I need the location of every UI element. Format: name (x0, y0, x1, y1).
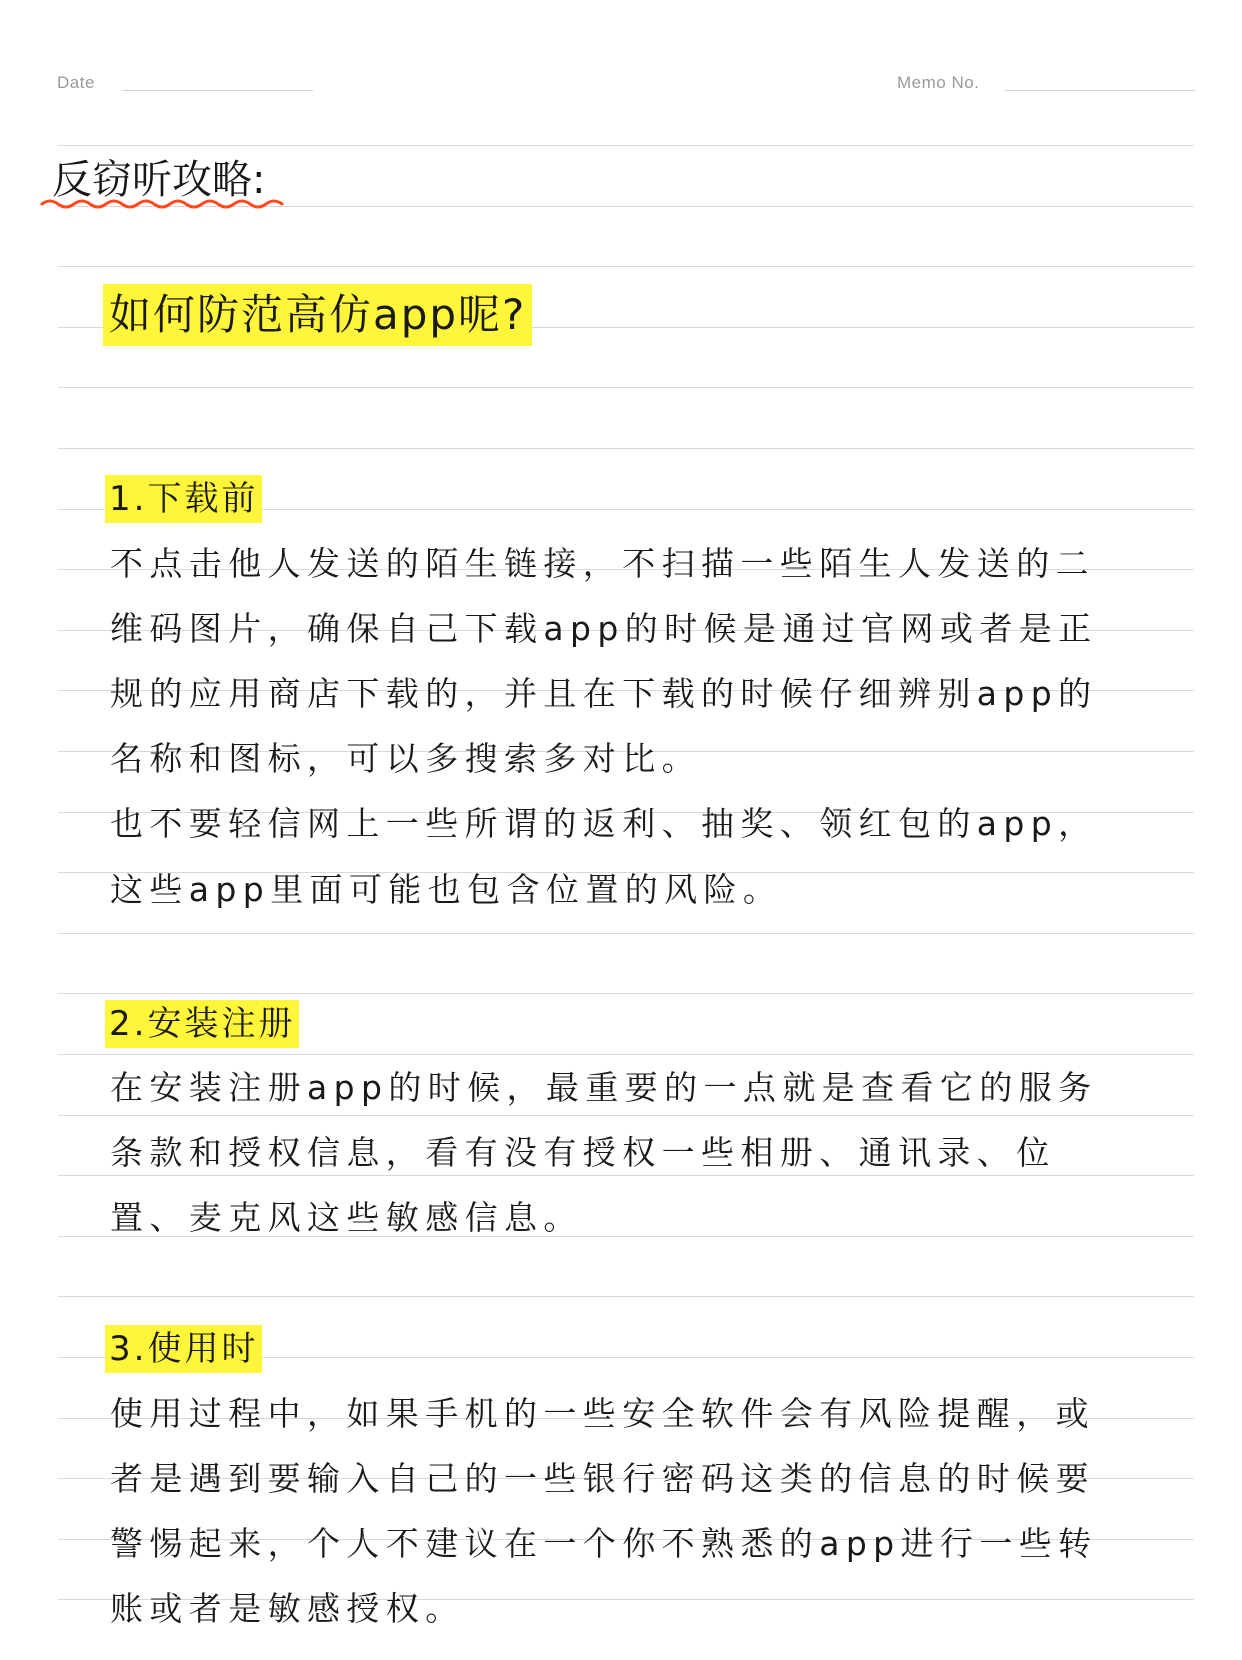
ruled-line (58, 1054, 1194, 1055)
memo-label: Memo No. (897, 73, 980, 92)
section-heading: 3.使用时 (105, 1325, 262, 1373)
text-line: 也不要轻信网上一些所谓的返利、抽奖、领红包的app， (110, 804, 1098, 843)
ruled-line (58, 1115, 1194, 1116)
text-line: 警惕起来，个人不建议在一个你不熟悉的app进行一些转 (110, 1524, 1098, 1563)
section-heading: 2.安装注册 (105, 1000, 299, 1048)
ruled-line (58, 266, 1194, 267)
text-line: 使用过程中，如果手机的一些安全软件会有风险提醒，或 (110, 1394, 1095, 1433)
text-line: 规的应用商店下载的，并且在下载的时候仔细辨别app的 (110, 674, 1098, 713)
ruled-line (58, 448, 1194, 449)
text-line: 账或者是敏感授权。 (110, 1589, 465, 1628)
text-line: 在安装注册app的时候，最重要的一点就是查看它的服务 (110, 1068, 1098, 1107)
date-label: Date (57, 73, 95, 92)
ruled-line (58, 933, 1194, 934)
text-line: 者是遇到要输入自己的一些银行密码这类的信息的时候要 (110, 1459, 1095, 1498)
ruled-line (58, 1296, 1194, 1297)
section-heading: 1.下载前 (105, 475, 262, 523)
text-line: 名称和图标，可以多搜索多对比。 (110, 739, 701, 778)
text-line: 这些app里面可能也包含位置的风险。 (110, 870, 783, 909)
date-line (123, 90, 313, 91)
page-title: 反窃听攻略: (52, 157, 266, 203)
ruled-line (58, 145, 1194, 146)
ruled-line (58, 993, 1194, 994)
text-line: 置、麦克风这些敏感信息。 (110, 1198, 583, 1237)
memo-line (1005, 90, 1195, 91)
ruled-line (58, 387, 1194, 388)
text-line: 条款和授权信息，看有没有授权一些相册、通讯录、位 (110, 1133, 1056, 1172)
text-line: 不点击他人发送的陌生链接，不扫描一些陌生人发送的二 (110, 544, 1095, 583)
question-heading: 如何防范高仿app呢? (103, 284, 532, 346)
wavy-underline (40, 196, 290, 212)
text-line: 维码图片，确保自己下载app的时候是通过官网或者是正 (110, 609, 1098, 648)
